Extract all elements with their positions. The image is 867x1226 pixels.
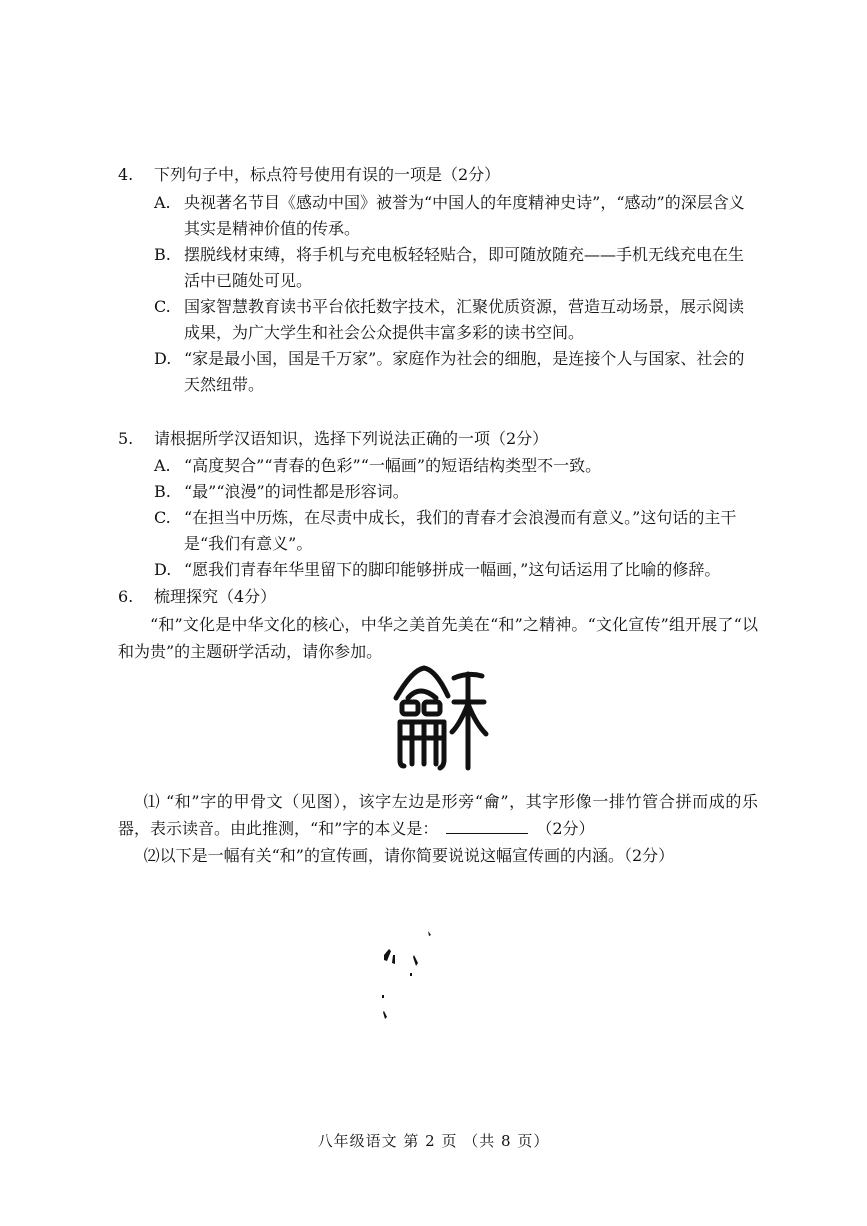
question-5-stem-row	[118, 427, 758, 451]
option-letter: C.	[154, 297, 171, 316]
question-6-subquestions	[118, 788, 758, 869]
question-5-stem: 请根据所学汉语知识，选择下列说法正确的一项（2分）	[154, 429, 549, 448]
question-4-option-b	[118, 242, 758, 294]
oracle-bone-he-character-icon	[390, 664, 490, 774]
question-5-option-d	[118, 557, 758, 583]
question-4-option-d	[118, 346, 758, 398]
option-text: “高度契合”“青春的色彩”“一幅画”的短语结构类型不一致。	[184, 456, 602, 475]
option-text: “在担当中历炼，在尽责中成长，我们的青春才会浪漫而有意义。”这句话的主干是“我们有意义”。	[184, 508, 737, 553]
question-6-sub-2: ⑵以下是一幅有关“和”的宣传画，请你简要说说这幅宣传画的内涵。（2分）	[143, 846, 675, 865]
option-text: 央视著名节目《感动中国》被誉为“中国人的年度精神史诗”，“感动”的深层含义其实是精神价值的传承。	[184, 193, 745, 238]
option-text: “家是最小国，国是千万家”。家庭作为社会的细胞，是连接个人与国家、社会的天然纽带。	[184, 349, 745, 394]
option-letter: A.	[154, 456, 171, 475]
question-5-option-c	[118, 505, 758, 557]
question-5	[118, 427, 758, 583]
question-4-option-c	[118, 294, 758, 346]
option-letter: D.	[154, 560, 172, 579]
faded-poster-image	[370, 925, 450, 1035]
option-letter: D.	[154, 349, 172, 368]
option-text: 国家智慧教育读书平台依托数字技术，汇聚优质资源，营造互动场景，展示阅读成果，为广大学生和社会公众提供丰富多彩的读书空间。	[184, 297, 745, 342]
question-5-number: 5.	[118, 429, 134, 448]
question-6-intro: “和”文化是中华文化的核心，中华之美首先美在“和”之精神。“文化宣传”组开展了“以和为贵”的主题研学活动，请你参加。	[118, 615, 758, 661]
answer-blank[interactable]	[446, 819, 528, 834]
question-6-stem: 梳理探究（4分）	[154, 587, 277, 606]
question-4-number: 4.	[118, 165, 134, 184]
question-4	[118, 163, 758, 398]
question-4-option-a	[118, 190, 758, 242]
option-letter: B.	[154, 245, 171, 264]
question-6	[118, 585, 758, 665]
question-5-option-b	[118, 479, 758, 505]
option-letter: A.	[154, 193, 171, 212]
question-4-stem: 下列句子中，标点符号使用有误的一项是（2分）	[154, 165, 501, 184]
question-6-sub-1	[118, 788, 758, 842]
sub-1-points: （2分）	[536, 819, 595, 838]
question-6-stem-row	[118, 585, 758, 609]
page-footer: 八年级语文 第 2 页 （共 8 页）	[317, 1132, 550, 1150]
question-6-number: 6.	[118, 587, 134, 606]
option-text: “愿我们青春年华里留下的脚印能够拼成一幅画，”这句话运用了比喻的修辞。	[184, 560, 721, 579]
question-5-option-a	[118, 453, 758, 479]
question-4-stem-row	[118, 163, 758, 187]
option-letter: C.	[154, 508, 171, 527]
option-letter: B.	[154, 482, 171, 501]
option-text: “最”“浪漫”的词性都是形容词。	[184, 482, 409, 501]
sub-1-text: ⑴ “和”字的甲骨文（见图），该字左边是形旁“龠”，其字形像一排竹管合拼而成的乐器，表示读音。由此推测，“和”字的本义是：	[118, 792, 758, 838]
option-text: 摆脱线材束缚，将手机与充电板轻轻贴合，即可随放随充——手机无线充电在生活中已随处可见。	[184, 245, 745, 290]
